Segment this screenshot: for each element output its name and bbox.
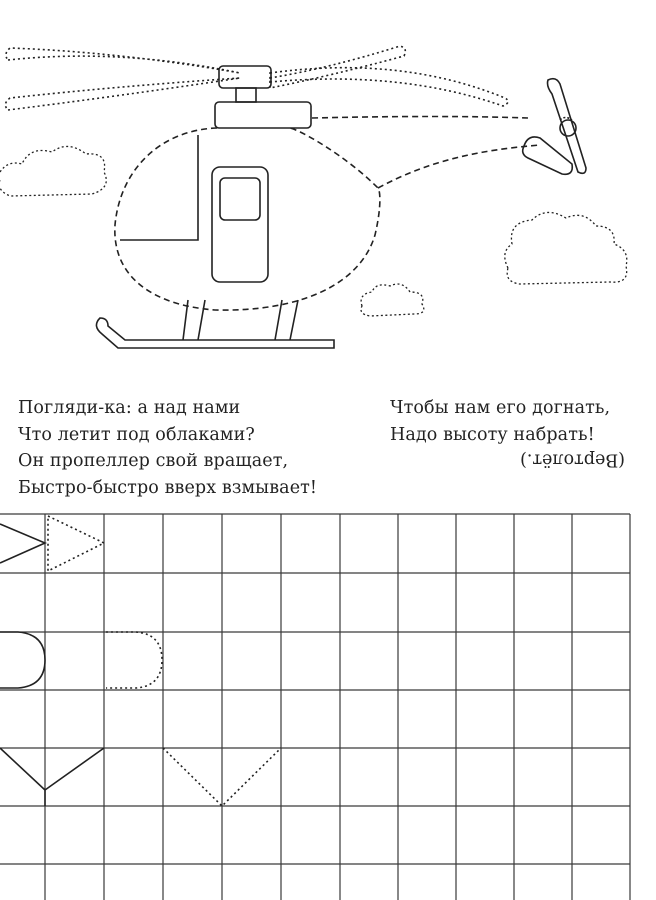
semicircle-shape xyxy=(0,632,45,688)
v-shape xyxy=(0,748,104,806)
triangle-shape xyxy=(0,524,45,563)
poem-line: Что летит под облаками? xyxy=(18,424,255,445)
poem-line: Быстро-быстро вверх взмывает! xyxy=(18,477,318,498)
poem-line: Он пропеллер свой вращает, xyxy=(18,451,289,471)
poem-line: Погляди-ка: а над нами xyxy=(18,398,241,418)
poem-line: Надо высоту набрать! xyxy=(390,424,595,445)
poem-line: Чтобы нам его догнать, xyxy=(390,398,611,418)
triangle-shape-traced xyxy=(48,516,104,571)
semicircle-shape-traced xyxy=(106,632,162,688)
riddle-answer: (Вертолёт.) xyxy=(520,449,626,470)
